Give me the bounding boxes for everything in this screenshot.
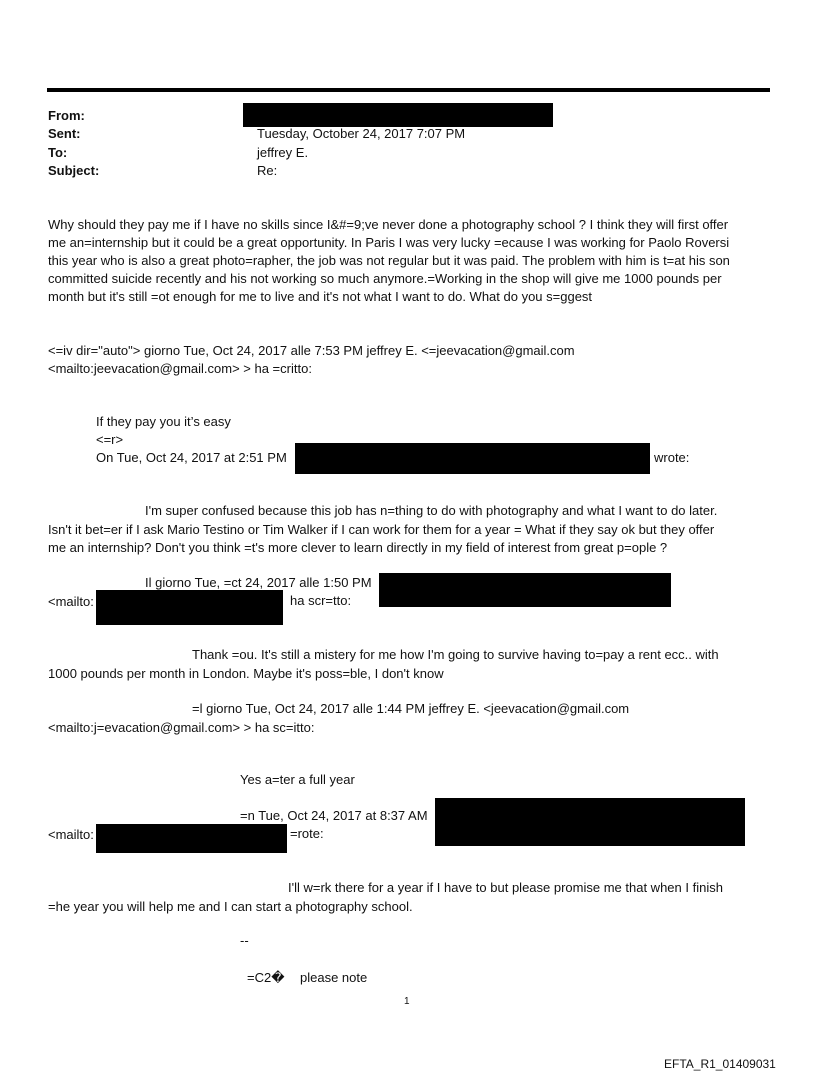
redaction-sender <box>379 573 671 607</box>
body-line: 1000 pounds per month in London. Maybe it's poss=ble, I don't know <box>48 666 444 681</box>
body-line: me an internship? Don't you think =t's more clever to learn directly in my field of interest from great p=ople ? <box>48 540 668 555</box>
quote-header-line: <=iv dir="auto"> giorno Tue, Oct 24, 2017 alle 7:53 PM jeffrey E. <=jeevacation@gmail.com <box>48 343 575 358</box>
reply-line: Yes a=ter a full year <box>240 772 355 787</box>
body-line: Why should they pay me if I have no skills since I&#=9;ve never done a photography school ? I think they will first offer <box>48 217 729 232</box>
reply-line: If they pay you it’s easy <box>96 414 231 429</box>
signature-dash: -- <box>240 933 249 948</box>
reply-line: <=r> <box>96 432 124 447</box>
to-value: jeffrey E. <box>257 145 309 160</box>
body-line: Isn't it bet=er if I ask Mario Testino or Tim Walker if I can work for them for a year = What if they say ok but they offer <box>48 522 715 537</box>
subject-label: Subject: <box>48 163 100 178</box>
body-line: committed suicide recently and his not working so much anymore.=Working in the shop will give me 1000 pounds per <box>48 271 722 286</box>
quote-header-line: Il giorno Tue, =ct 24, 2017 alle 1:50 PM <box>145 575 372 590</box>
redaction-email <box>96 824 287 853</box>
body-line: this year who is also a great photo=rapher, the job was not regular but it was paid. The problem with him is t=at his son <box>48 253 730 268</box>
reply-wrote: wrote: <box>654 450 690 465</box>
quote-header-line: <mailto:j=evacation@gmail.com> > ha sc=itto: <box>48 720 315 735</box>
signature-code: =C2� <box>247 970 285 985</box>
quote-tail: ha scr=tto: <box>290 593 352 608</box>
redaction-from <box>243 103 553 127</box>
header-rule <box>47 88 770 92</box>
body-line: I'll w=rk there for a year if I have to but please promise me that when I finish <box>288 880 723 895</box>
redaction-sender <box>295 443 650 474</box>
quote-header-line: <mailto:jeevacation@gmail.com> > ha =critto: <box>48 361 312 376</box>
quote-header-line: =l giorno Tue, Oct 24, 2017 alle 1:44 PM jeffrey E. <jeevacation@gmail.com <box>192 701 630 716</box>
body-line: Thank =ou. It's still a mistery for me how I'm going to survive having to=pay a rent ecc.. with <box>192 647 719 662</box>
body-line: month but it's still =ot enough for me to live and it's not what I want to do. What do you s=ggest <box>48 289 593 304</box>
page-number: 1 <box>404 996 410 1007</box>
to-label: To: <box>48 145 68 160</box>
redaction-sender <box>435 798 745 846</box>
document-id: EFTA_R1_01409031 <box>664 1057 776 1071</box>
sent-value: Tuesday, October 24, 2017 7:07 PM <box>257 126 466 141</box>
quote-mailto: <mailto: <box>48 827 94 842</box>
from-label: From: <box>48 108 85 123</box>
redaction-email <box>96 590 283 625</box>
quote-mailto: <mailto: <box>48 594 94 609</box>
body-line: me an=internship but it could be a great opportunity. In Paris I was very lucky =ecause I was working for Paolo Roversi <box>48 235 730 250</box>
reply-line: On Tue, Oct 24, 2017 at 2:51 PM <box>96 450 287 465</box>
quote-header-line: =n Tue, Oct 24, 2017 at 8:37 AM <box>240 808 428 823</box>
body-line: I'm super confused because this job has n=thing to do with photography and what I want to do later. <box>145 503 718 518</box>
signature-note: please note <box>300 970 368 985</box>
sent-label: Sent: <box>48 126 81 141</box>
body-line: =he year you will help me and I can start a photography school. <box>48 899 413 914</box>
subject-value: Re: <box>257 163 278 178</box>
quote-tail: =rote: <box>290 826 324 841</box>
